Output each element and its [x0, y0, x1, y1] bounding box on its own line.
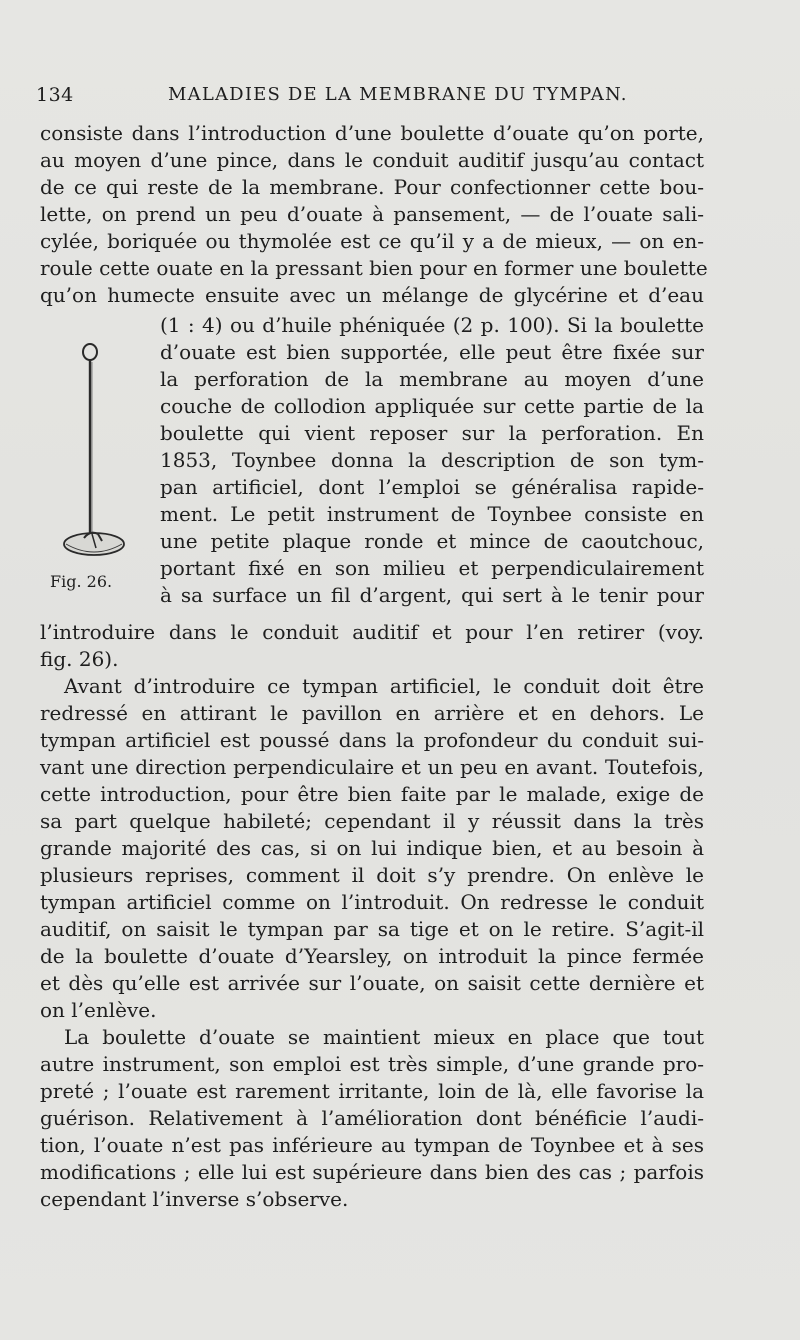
text-line: d’ouate est bien supportée, elle peut être fixée sur: [160, 340, 704, 364]
text-line: autre instrument, son emploi est très simple, d’une grande pro-: [40, 1052, 704, 1076]
text-line: preté ; l’ouate est rarement irritante, loin de là, elle favorise la: [40, 1079, 704, 1103]
page-header: [36, 84, 736, 112]
text-line: plusieurs reprises, comment il doit s’y prendre. On enlève le: [40, 863, 704, 887]
text-line: auditif, on saisit le tympan par sa tige et on le retire. S’agit-il: [40, 917, 704, 941]
text-line: Avant d’introduire ce tympan artificiel, le conduit doit être: [64, 674, 704, 698]
text-line: vant une direction perpendiculaire et un peu en avant. Toutefois,: [40, 755, 704, 779]
text-line: 1853, Toynbee donna la description de son tym-: [160, 448, 704, 472]
text-line: ment. Le petit instrument de Toynbee consiste en: [160, 502, 704, 526]
paragraph-bottom: [40, 619, 704, 1213]
text-line: au moyen d’une pince, dans le conduit auditif jusqu’au contact: [40, 148, 704, 172]
text-line: et dès qu’elle est arrivée sur l’ouate, on saisit cette dernière et: [40, 971, 704, 995]
text-line: de ce qui reste de la membrane. Pour confectionner cette bou-: [40, 175, 704, 199]
text-line: on l’enlève.: [40, 998, 157, 1022]
text-line: fig. 26).: [40, 647, 119, 671]
text-line: roule cette ouate en la pressant bien pour en former une boulette: [40, 256, 708, 280]
text-line: modifications ; elle lui est supérieure dans bien des cas ; parfois: [40, 1160, 704, 1184]
text-line: La boulette d’ouate se maintient mieux en place que tout: [64, 1025, 704, 1049]
text-line: pan artificiel, dont l’emploi se généralisa rapide-: [160, 475, 704, 499]
text-line: à sa surface un fil d’argent, qui sert à le tenir pour: [160, 583, 704, 607]
text-line: cylée, boriquée ou thymolée est ce qu’il y a de mieux, — on en-: [40, 229, 704, 253]
text-line: portant fixé en son milieu et perpendiculairement: [160, 556, 704, 580]
text-line: cependant l’inverse s’observe.: [40, 1187, 349, 1211]
page-number: 134: [36, 84, 74, 106]
text-line: consiste dans l’introduction d’une boulette d’ouate qu’on porte,: [40, 121, 704, 145]
text-line: cette introduction, pour être bien faite par le malade, exige de: [40, 782, 704, 806]
text-line: (1 : 4) ou d’huile phéniquée (2 p. 100). Si la boulette: [160, 313, 704, 337]
text-line: redressé en attirant le pavillon en arrière et en dehors. Le: [40, 701, 704, 725]
text-line: l’introduire dans le conduit auditif et pour l’en retirer (voy.: [40, 620, 704, 644]
figure-caption: Fig. 26.: [50, 572, 113, 591]
text-line: boulette qui vient reposer sur la perforation. En: [160, 421, 704, 445]
paragraph-top: [40, 120, 708, 309]
text-line: de la boulette d’ouate d’Yearsley, on introduit la pince fermée: [40, 944, 704, 968]
text-line: sa part quelque habileté; cependant il y réussit dans la très: [40, 809, 704, 833]
text-line: tympan artificiel est poussé dans la profondeur du conduit sui-: [40, 728, 704, 752]
text-line: une petite plaque ronde et mince de caoutchouc,: [160, 529, 704, 553]
figure-26: [50, 338, 140, 598]
toynbee-tympanum-icon: [50, 338, 140, 568]
text-line: lette, on prend un peu d’ouate à pansement, — de l’ouate sali-: [40, 202, 704, 226]
text-line: grande majorité des cas, si on lui indique bien, et au besoin à: [40, 836, 704, 860]
text-line: couche de collodion appliquée sur cette partie de la: [160, 394, 704, 418]
text-line: qu’on humecte ensuite avec un mélange de glycérine et d’eau: [40, 283, 704, 307]
text-line: tympan artificiel comme on l’introduit. On redresse le conduit: [40, 890, 704, 914]
text-line: la perforation de la membrane au moyen d’une: [160, 367, 704, 391]
text-line: tion, l’ouate n’est pas inférieure au tympan de Toynbee et à ses: [40, 1133, 704, 1157]
paragraph-wrapped: [160, 312, 704, 609]
text-line: guérison. Relativement à l’amélioration dont bénéficie l’audi-: [40, 1106, 704, 1130]
running-title: MALADIES DE LA MEMBRANE DU TYMPAN.: [168, 84, 628, 105]
